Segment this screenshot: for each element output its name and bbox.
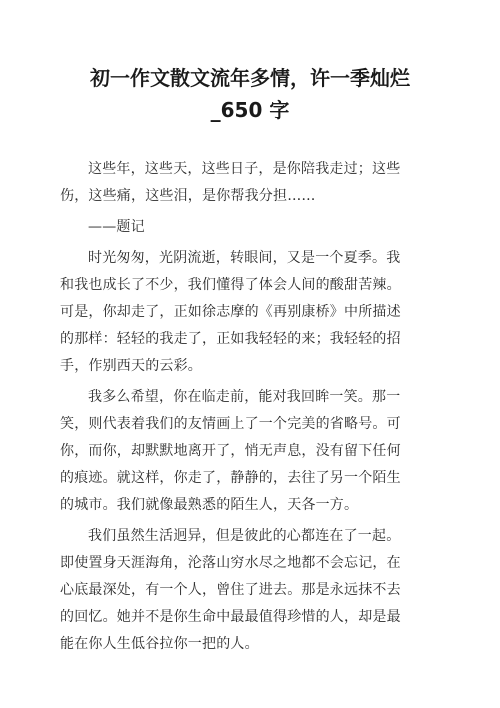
- paragraph-body-3: [60, 523, 414, 658]
- text-line: 伤，这些痛，这些泪，是你帮我分担……: [60, 188, 316, 204]
- text-line: ——题记: [88, 219, 145, 235]
- text-line: 我多么希望，你在临走前，能对我回眸一笑。那一: [88, 389, 401, 405]
- title-line-1: 初一作文散文流年多情，许一季灿烂: [90, 66, 410, 90]
- text-line: 心底最深处，有一个人，曾住了进去。那是永远抹不去: [60, 582, 401, 598]
- text-line: 的痕迹。就这样，你走了，静静的，去往了另一个陌生: [60, 470, 401, 486]
- paragraph-epigraph-attribution: [88, 214, 414, 241]
- paragraph-body-1: [60, 245, 414, 380]
- document-title: [60, 62, 440, 126]
- text-line: 这些年，这些天，这些日子，是你陪我走过；这些: [88, 161, 401, 177]
- document-body: [60, 156, 414, 658]
- text-line: 我们虽然生活迥异，但是彼此的心都连在了一起。: [88, 528, 401, 544]
- text-line: 手，作别西天的云彩。: [60, 358, 202, 374]
- text-line: 的城市。我们就像最熟悉的陌生人，天各一方。: [60, 497, 359, 513]
- paragraph-preface: [60, 156, 414, 210]
- text-line: 笑，则代表着我们的友情画上了一个完美的省略号。可: [60, 416, 401, 432]
- text-line: 的回忆。她并不是你生命中最最值得珍惜的人，却是最: [60, 609, 401, 625]
- text-line: 可是，你却走了，正如徐志摩的《再别康桥》中所描述: [60, 304, 401, 320]
- title-line-2: _650 字: [210, 98, 290, 122]
- text-line: 的那样：轻轻的我走了，正如我轻轻的来；我轻轻的招: [60, 331, 401, 347]
- paragraph-body-2: [60, 384, 414, 519]
- text-line: 你，而你，却默默地离开了，悄无声息，没有留下任何: [60, 443, 401, 459]
- text-line: 时光匆匆，光阴流逝，转眼间，又是一个夏季。我: [88, 250, 401, 266]
- text-line: 能在你人生低谷拉你一把的人。: [60, 636, 259, 652]
- text-line: 即使置身天涯海角，沦落山穷水尽之地都不会忘记，在: [60, 555, 401, 571]
- text-line: 和我也成长了不少，我们懂得了体会人间的酸甜苦辣。: [60, 277, 401, 293]
